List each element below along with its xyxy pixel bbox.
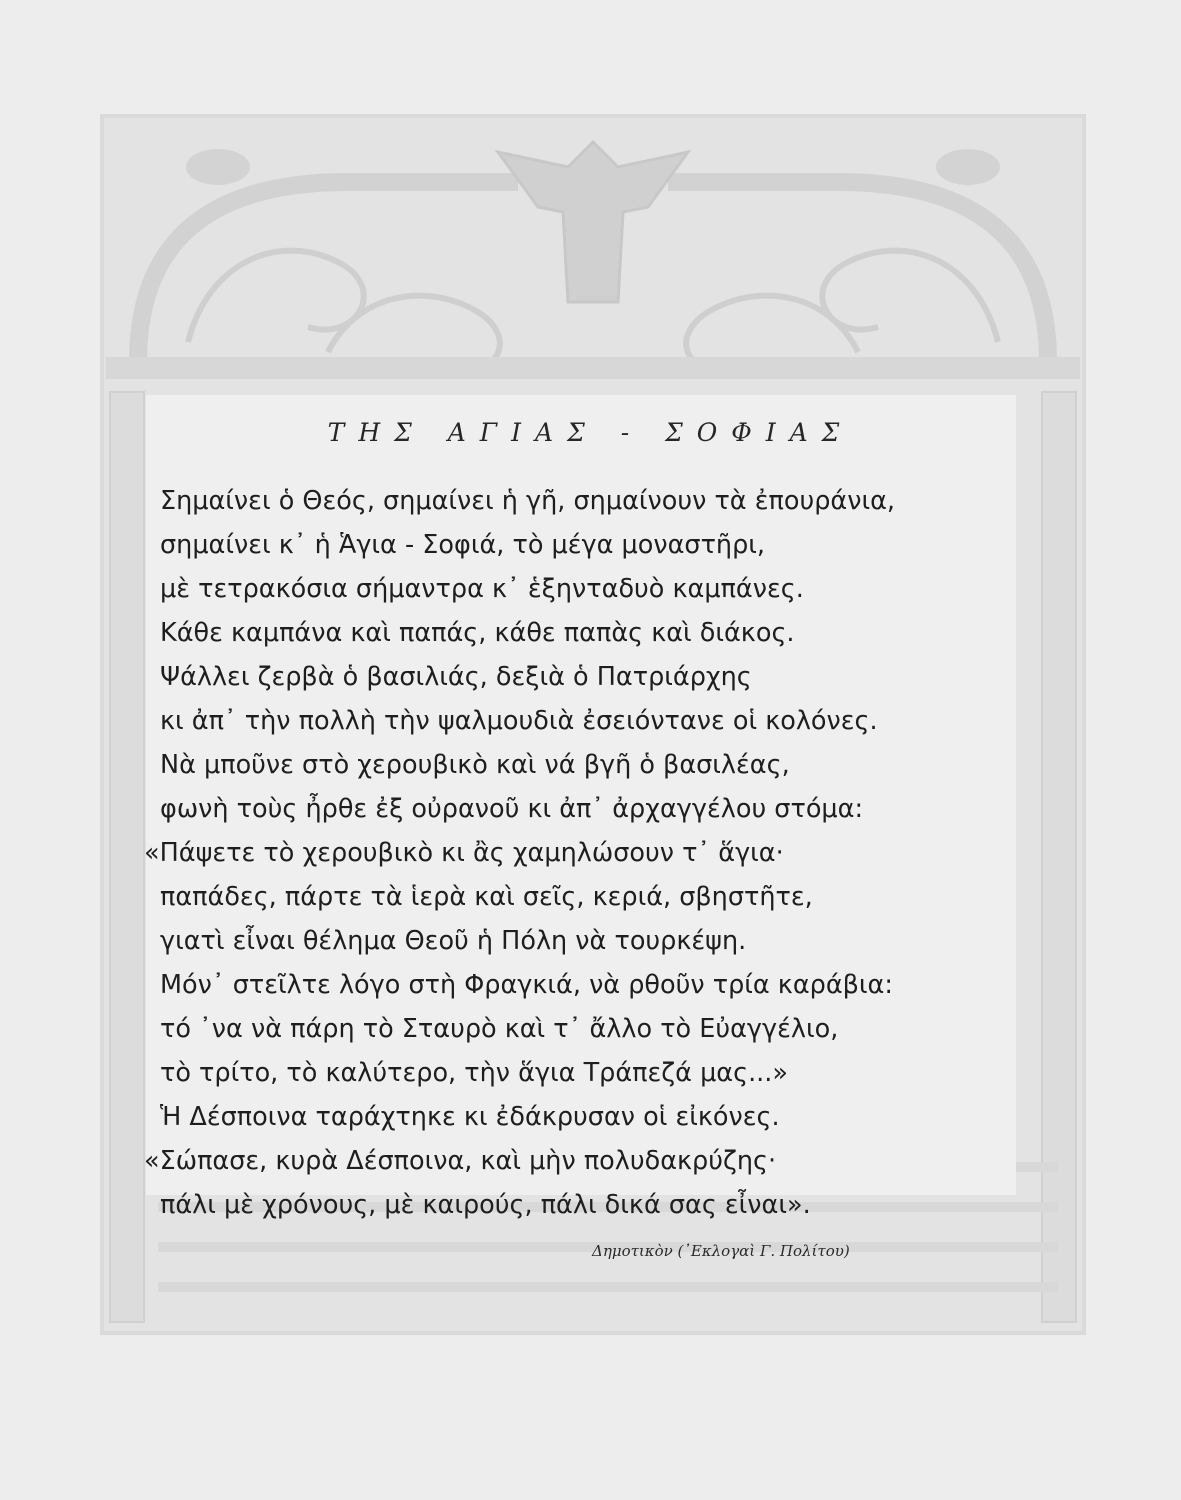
poem-title: ΤΗΣ ΑΓΙΑΣ - ΣΟΦΙΑΣ [327, 418, 854, 447]
poem-line: τό ᾽να νὰ πάρη τὸ Σταυρὸ καὶ τ᾽ ἄλλο τὸ Εὐαγγέλιο, [160, 1014, 839, 1044]
poem-line: μὲ τετρακόσια σήμαντρα κ᾽ ἑξηνταδυὸ καμπάνες. [160, 574, 804, 604]
poem-line: «Σώπασε, κυρὰ Δέσποινα, καὶ μὴν πολυδακρύζης· [144, 1146, 777, 1176]
poem-line: πάλι μὲ χρόνους, μὲ καιρούς, πάλι δικά σας εἶναι». [160, 1190, 811, 1220]
poem-line: Κάθε καμπάνα καὶ παπάς, κάθε παπὰς καὶ διάκος. [160, 618, 795, 648]
poem-line: Ἡ Δέσποινα ταράχτηκε κι ἐδάκρυσαν οἱ εἰκόνες. [160, 1102, 780, 1132]
poem-line: γιατὶ εἶναι θέλημα Θεοῦ ἡ Πόλη νὰ τουρκέψη. [160, 926, 747, 956]
poem-line: Σημαίνει ὁ Θεός, σημαίνει ἡ γῆ, σημαίνουν τὰ ἐπουράνια, [160, 486, 895, 516]
poem-line: τὸ τρίτο, τὸ καλύτερο, τὴν ἅγια Τράπεζά μας...» [160, 1058, 788, 1088]
poem-source-attribution: Δημοτικὸν (᾽Εκλογαὶ Γ. Πολίτου) [592, 1242, 850, 1260]
poem-line: παπάδες, πάρτε τὰ ἱερὰ καὶ σεῖς, κεριά, σβηστῆτε, [160, 882, 813, 912]
poem-line: φωνὴ τοὺς ἦρθε ἐξ οὐρανοῦ κι ἀπ᾽ ἀρχαγγέλου στόμα: [160, 794, 864, 824]
poem-line: σημαίνει κ᾽ ἡ Ἁγια - Σοφιά, τὸ μέγα μοναστῆρι, [160, 530, 766, 560]
poem-line: Μόν᾽ στεῖλτε λόγο στὴ Φραγκιά, νὰ ρθοῦν τρία καράβια: [160, 970, 893, 1000]
poem-line: «Πάψετε τὸ χερουβικὸ κι ἂς χαμηλώσουν τ᾽ ἅγια· [144, 838, 784, 868]
poem-line: Νὰ μποῦνε στὸ χερουβικὸ καὶ νά βγῆ ὁ βασιλέας, [160, 750, 790, 780]
poem-line: κι ἀπ᾽ τὴν πολλὴ τὴν ψαλμουδιὰ ἐσειόντανε οἱ κολόνες. [160, 706, 878, 736]
poem-line: Ψάλλει ζερβὰ ὁ βασιλιάς, δεξιὰ ὁ Πατριάρχης [160, 662, 752, 692]
